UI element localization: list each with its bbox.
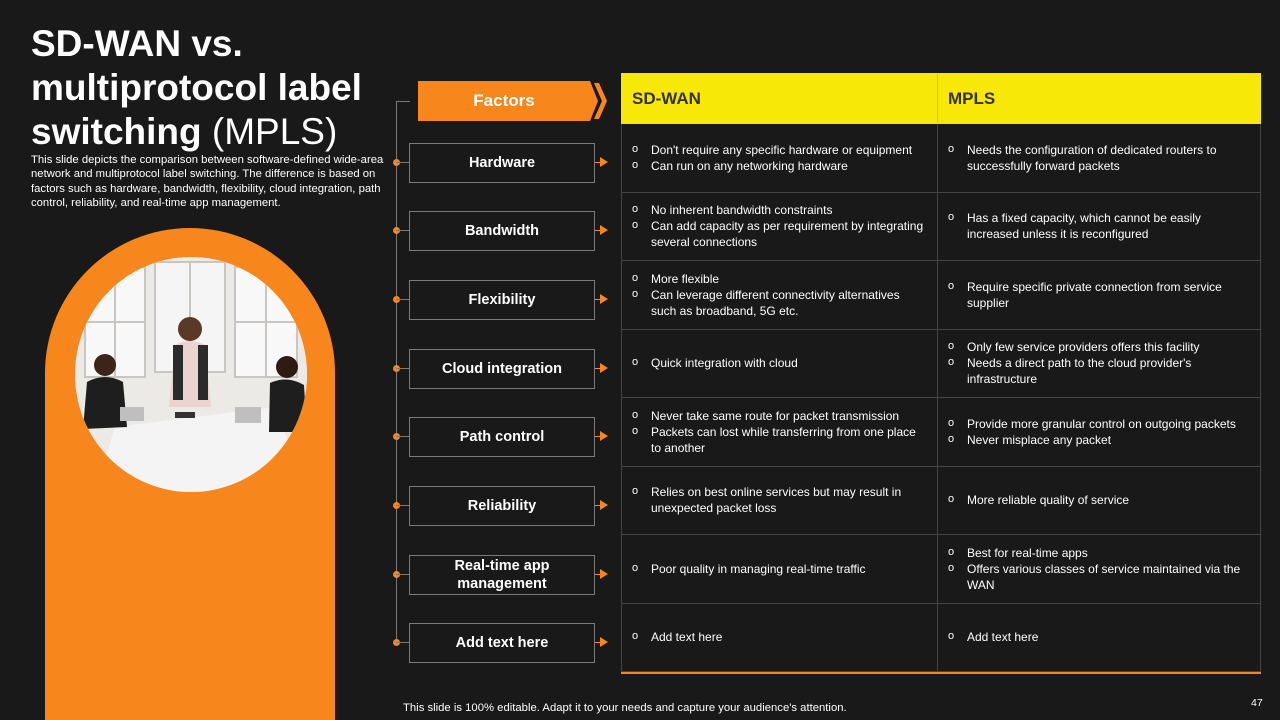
factor-hardware: Hardware — [409, 143, 595, 183]
bullet-item: o Provide more granular control on outgoing packets — [948, 416, 1250, 432]
bullet-list — [632, 202, 927, 250]
bullet-item: o Poor quality in managing real-time traffic — [632, 561, 927, 577]
bullet-item: o Never misplace any packet — [948, 432, 1250, 448]
connector-link — [396, 368, 410, 369]
bullet-item: o Add text here — [632, 629, 927, 645]
arrow-right-icon — [600, 569, 608, 579]
title-bold: SD-WAN vs. multiprotocol label switching — [31, 23, 362, 152]
cell-sdwan — [621, 124, 937, 192]
table-bottom-rule — [621, 672, 1261, 674]
cell-mpls — [937, 124, 1261, 192]
team-meeting-photo — [75, 257, 307, 492]
bullet-list — [632, 629, 927, 645]
table-row — [621, 604, 1261, 673]
cell-mpls — [937, 261, 1261, 329]
cell-mpls — [937, 604, 1261, 672]
bullet-item: o Needs a direct path to the cloud provider's infrastructure — [948, 355, 1250, 387]
connector-link — [396, 299, 410, 300]
arrow-right-icon — [600, 637, 608, 647]
bullet-list — [632, 408, 927, 456]
cell-sdwan — [621, 193, 937, 261]
bullet-list — [632, 484, 927, 516]
bullet-list — [948, 416, 1250, 448]
cell-sdwan — [621, 398, 937, 466]
connector-link — [396, 642, 410, 643]
factor-real-time-app-management: Real-time app management — [409, 555, 595, 595]
connector-link — [396, 162, 410, 163]
connector-link — [396, 101, 410, 102]
table-row — [621, 261, 1261, 330]
factors-label: Factors — [473, 91, 535, 110]
bullet-list — [948, 339, 1250, 387]
bullet-list — [632, 355, 927, 371]
factor-path-control: Path control — [409, 417, 595, 457]
factor-reliability: Reliability — [409, 486, 595, 526]
factor-flexibility: Flexibility — [409, 280, 595, 320]
cell-sdwan — [621, 467, 937, 535]
bullet-item: o More flexible — [632, 271, 927, 287]
cell-sdwan — [621, 535, 937, 603]
bullet-item: o More reliable quality of service — [948, 492, 1250, 508]
arrow-right-icon — [600, 431, 608, 441]
bullet-list — [632, 271, 927, 319]
bullet-item: o Don't require any specific hardware or equipment — [632, 142, 927, 158]
cell-sdwan — [621, 261, 937, 329]
table-row — [621, 330, 1261, 399]
bullet-item: o No inherent bandwidth constraints — [632, 202, 927, 218]
bullet-item: o Has a fixed capacity, which cannot be easily increased unless it is reconfigured — [948, 210, 1250, 242]
bullet-list — [632, 561, 927, 577]
table-header — [621, 73, 1261, 124]
bullet-list — [632, 142, 927, 174]
bullet-list — [948, 629, 1250, 645]
arrow-right-icon — [600, 225, 608, 235]
page-number: 47 — [1251, 697, 1263, 709]
factor-bandwidth: Bandwidth — [409, 211, 595, 251]
bullet-item: o Can leverage different connectivity alternatives such as broadband, 5G etc. — [632, 287, 927, 319]
title-thin: (MPLS) — [211, 111, 338, 152]
column-header-mpls: MPLS — [948, 88, 996, 108]
factors-header-tab — [418, 81, 608, 121]
connector-link — [396, 230, 410, 231]
cell-sdwan — [621, 604, 937, 672]
bullet-item: o Relies on best online services but may result in unexpected packet loss — [632, 484, 927, 516]
cell-mpls — [937, 330, 1261, 398]
column-header-sdwan: SD-WAN — [622, 74, 938, 123]
slide-title — [31, 22, 391, 154]
bullet-item: o Offers various classes of service maintained via the WAN — [948, 561, 1250, 593]
bullet-list — [948, 279, 1250, 311]
cell-mpls — [937, 535, 1261, 603]
bullet-item: o Add text here — [948, 629, 1250, 645]
table-row — [621, 124, 1261, 193]
bullet-item: o Never take same route for packet transmission — [632, 408, 927, 424]
cell-mpls — [937, 467, 1261, 535]
table-row — [621, 193, 1261, 262]
arrow-right-icon — [600, 157, 608, 167]
bullet-item: o Can add capacity as per requirement by integrating several connections — [632, 218, 927, 250]
bullet-item: o Can run on any networking hardware — [632, 158, 927, 174]
bullet-item: o Packets can lost while transferring from one place to another — [632, 424, 927, 456]
table-row — [621, 467, 1261, 536]
table-row — [621, 535, 1261, 604]
bullet-list — [948, 492, 1250, 508]
cell-mpls — [937, 193, 1261, 261]
bullet-item: o Require specific private connection from service supplier — [948, 279, 1250, 311]
connector-link — [396, 574, 410, 575]
bullet-list — [948, 545, 1250, 593]
table-row — [621, 398, 1261, 467]
table-body — [621, 124, 1261, 672]
arrow-right-icon — [600, 294, 608, 304]
factor-add-text: Add text here — [409, 623, 595, 663]
cell-sdwan — [621, 330, 937, 398]
arrow-right-icon — [600, 500, 608, 510]
footer-note: This slide is 100% editable. Adapt it to your needs and capture your audience's attention. — [403, 702, 847, 714]
factor-cloud-integration: Cloud integration — [409, 349, 595, 389]
bullet-list — [948, 142, 1250, 174]
bullet-item: o Quick integration with cloud — [632, 355, 927, 371]
slide-description: This slide depicts the comparison between software-defined wide-area network and multiprotocol label switching. The difference is based on factors such as hardware, bandwidth, flexibility, cloud integration, path control, reliability, and real-time app management. — [31, 154, 384, 209]
comparison-table — [621, 73, 1261, 672]
bullet-list — [948, 210, 1250, 242]
arrow-right-icon — [600, 363, 608, 373]
bullet-item: o Only few service providers offers this facility — [948, 339, 1250, 355]
cell-mpls — [937, 398, 1261, 466]
bullet-item: o Needs the configuration of dedicated routers to successfully forward packets — [948, 142, 1250, 174]
bullet-item: o Best for real-time apps — [948, 545, 1250, 561]
connector-link — [396, 436, 410, 437]
connector-link — [396, 505, 410, 506]
